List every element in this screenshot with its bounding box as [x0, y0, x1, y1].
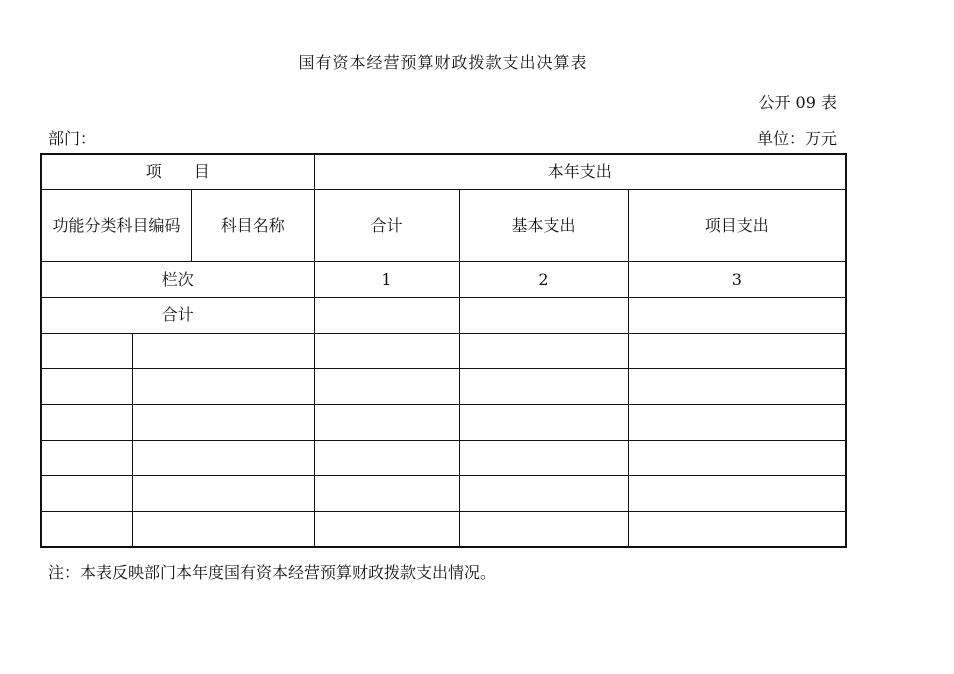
table-cell	[41, 404, 132, 440]
table-cell	[132, 476, 314, 512]
column-index-value: 3	[628, 262, 846, 298]
table-cell	[314, 333, 459, 369]
header-subject-name: 科目名称	[220, 215, 285, 235]
table-cell	[628, 476, 846, 512]
header-func-code: 功能分类科目编码	[42, 190, 192, 261]
table-cell	[41, 369, 132, 405]
table-cell	[459, 511, 628, 547]
header-subject-cells	[41, 190, 314, 262]
total-project-cell	[628, 298, 846, 334]
header-project-expense: 项目支出	[628, 190, 846, 262]
table-cell	[314, 404, 459, 440]
table-cell	[132, 511, 314, 547]
document-title: 国有资本经营预算财政拨款支出决算表	[298, 53, 588, 72]
table-cell	[459, 440, 628, 476]
table-note: 注：本表反映部门本年度国有资本经营预算财政拨款支出情况。	[48, 563, 497, 582]
table-cell	[459, 476, 628, 512]
table-cell	[628, 333, 846, 369]
table-cell	[132, 440, 314, 476]
header-current-year-expense: 本年支出	[314, 154, 846, 190]
header-row-1	[41, 154, 846, 190]
table-row	[41, 476, 846, 512]
unit-label: 单位：万元	[756, 129, 837, 148]
department-label: 部门：	[48, 129, 97, 148]
total-row	[41, 298, 846, 334]
table-cell	[459, 404, 628, 440]
column-index-row	[41, 262, 846, 298]
header-row-2	[41, 190, 846, 262]
table-cell	[41, 511, 132, 547]
column-index-value: 2	[459, 262, 628, 298]
table-cell	[628, 404, 846, 440]
table-cell	[41, 476, 132, 512]
table-cell	[41, 440, 132, 476]
total-basic-cell	[459, 298, 628, 334]
table-cell	[132, 369, 314, 405]
table-cell	[314, 511, 459, 547]
total-value-cell	[314, 298, 459, 334]
header-basic-expense: 基本支出	[459, 190, 628, 262]
table-cell	[628, 440, 846, 476]
table-cell	[628, 511, 846, 547]
table-cell	[459, 369, 628, 405]
table-cell	[314, 369, 459, 405]
table-row	[41, 440, 846, 476]
column-index-label: 栏次	[41, 262, 314, 298]
table-cell	[628, 369, 846, 405]
table-cell	[314, 476, 459, 512]
table-cell	[41, 333, 132, 369]
expenditure-table	[40, 153, 847, 548]
table-row	[41, 511, 846, 547]
table-row	[41, 369, 846, 405]
column-index-value: 1	[314, 262, 459, 298]
header-item: 项 目	[41, 154, 314, 190]
table-cell	[132, 404, 314, 440]
table-row	[41, 333, 846, 369]
table-cell	[314, 440, 459, 476]
table-cell	[132, 333, 314, 369]
table-cell	[459, 333, 628, 369]
table-row	[41, 404, 846, 440]
header-total: 合计	[314, 190, 459, 262]
total-row-label: 合计	[41, 298, 314, 334]
form-number: 公开 09 表	[758, 93, 837, 112]
